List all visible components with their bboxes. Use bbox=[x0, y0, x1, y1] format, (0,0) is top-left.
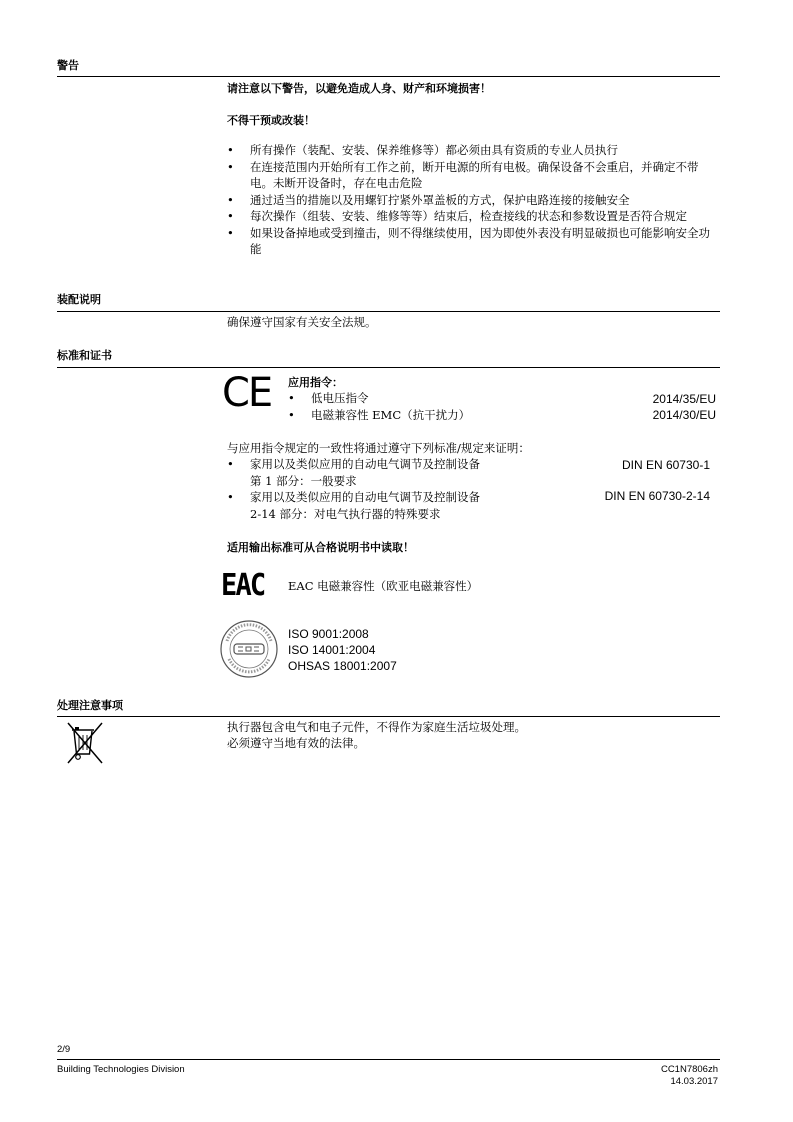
disposal-text bbox=[227, 719, 526, 751]
disposal-line: 执行器包含电气和电子元件，不得作为家庭生活垃圾处理。 bbox=[227, 720, 526, 734]
sqs-certificate-icon bbox=[219, 619, 279, 679]
footer-division: Building Technologies Division bbox=[57, 1064, 185, 1075]
directive-code: 2014/30/EU bbox=[652, 408, 716, 422]
footer-divider bbox=[57, 1059, 720, 1060]
ce-mark-icon: CE bbox=[222, 370, 272, 416]
section-divider bbox=[57, 716, 720, 717]
section-heading-disposal: 处理注意事项 bbox=[57, 699, 123, 712]
disposal-line: 必须遵守当地有效的法律。 bbox=[227, 736, 365, 750]
eac-text: EAC 电磁兼容性（欧亚电磁兼容性） bbox=[288, 579, 479, 593]
norm-line: 2-14 部分：对电气执行器的特殊要求 bbox=[250, 506, 441, 521]
directives-title: 应用指令： bbox=[288, 376, 343, 389]
doc-date: 14.03.2017 bbox=[670, 1076, 718, 1087]
norm-list bbox=[227, 456, 567, 522]
list-item bbox=[227, 489, 567, 522]
iso-item: ISO 14001:2004 bbox=[288, 643, 376, 657]
norm-line: 第 1 部分：一般要求 bbox=[250, 473, 357, 488]
output-note: 适用输出标准可从合格说明书中读取！ bbox=[227, 541, 414, 554]
page-number: 2/9 bbox=[57, 1044, 71, 1055]
footer-meta bbox=[661, 1064, 718, 1088]
norm-line: 家用以及类似应用的自动电气调节及控制设备 bbox=[250, 490, 480, 504]
section-heading-assembly: 装配说明 bbox=[57, 293, 101, 306]
no-modify-note: 不得干预或改装！ bbox=[227, 114, 315, 127]
section-divider bbox=[57, 76, 720, 77]
section-heading-standards: 标准和证书 bbox=[57, 349, 112, 362]
list-item: • 所有操作（装配、安装、保养维修等）都必须由具有资质的专业人员执行 bbox=[227, 142, 712, 159]
assembly-text: 确保遵守国家有关安全法规。 bbox=[227, 315, 377, 329]
directive-code: 2014/35/EU bbox=[652, 392, 716, 406]
section-divider bbox=[57, 367, 720, 368]
warning-intro: 请注意以下警告，以避免造成人身、财产和环境损害！ bbox=[227, 82, 491, 95]
directive-list bbox=[288, 390, 588, 423]
list-item: • 电磁兼容性 EMC（抗干扰力） bbox=[288, 407, 588, 424]
eac-mark-icon: EAC bbox=[221, 568, 265, 603]
list-item: • 每次操作（组装、安装、维修等等）结束后，检查接线的状态和参数设置是否符合规定 bbox=[227, 208, 712, 225]
doc-id: CC1N7806zh bbox=[660, 1064, 718, 1075]
norm-code: DIN EN 60730-1 bbox=[621, 458, 710, 472]
section-divider bbox=[57, 311, 720, 312]
list-item: • 如果设备掉地或受到撞击，则不得继续使用，因为即使外表没有明显破损也可能影响安全功能 bbox=[227, 225, 712, 258]
conformity-intro: 与应用指令规定的一致性将通过遵守下列标准/规定来证明： bbox=[227, 441, 530, 455]
warning-list bbox=[227, 142, 712, 258]
list-item: • 在连接范围内开始所有工作之前，断开电源的所有电极。确保设备不会重启，并确定不带电。未断开设备时，存在电击危险 bbox=[227, 159, 712, 192]
iso-list bbox=[288, 626, 397, 674]
list-item: • 低电压指令 bbox=[288, 390, 588, 407]
norm-line: 家用以及类似应用的自动电气调节及控制设备 bbox=[250, 457, 480, 471]
iso-item: ISO 9001:2008 bbox=[288, 627, 369, 641]
list-item: • 通过适当的措施以及用螺钉拧紧外罩盖板的方式，保护电路连接的接触安全 bbox=[227, 192, 712, 209]
crossed-out-bin-icon bbox=[66, 721, 106, 765]
section-heading-warnings: 警告 bbox=[57, 59, 79, 72]
iso-item: OHSAS 18001:2007 bbox=[288, 659, 397, 673]
norm-code: DIN EN 60730-2-14 bbox=[604, 489, 710, 503]
list-item bbox=[227, 456, 567, 489]
